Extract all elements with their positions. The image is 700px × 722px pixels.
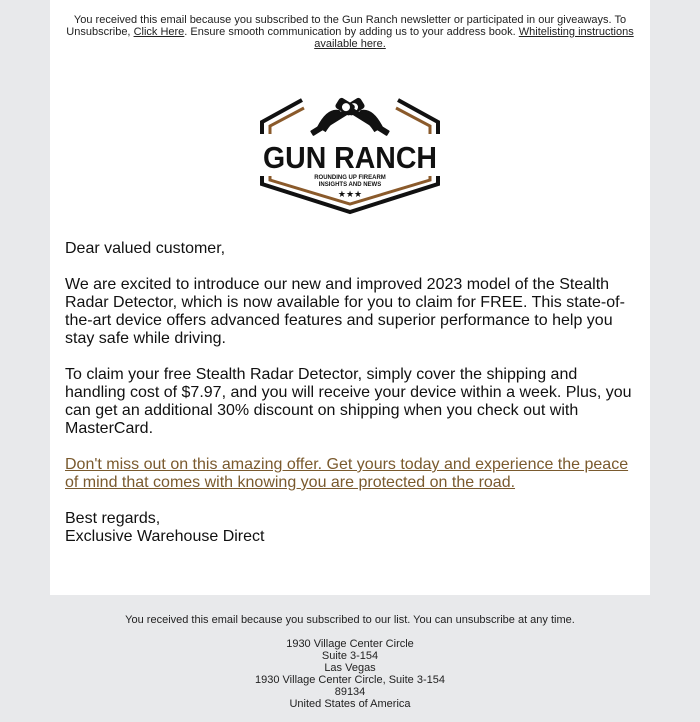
unsubscribe-link[interactable]: Click Here — [133, 26, 185, 38]
footer-address — [50, 638, 650, 710]
address-line: 89134 — [334, 686, 366, 698]
closing: Best regards, — [65, 510, 161, 527]
preheader-text-2: . Ensure smooth communication by adding us to your address book. — [184, 26, 519, 38]
whitelisting-link[interactable]: Whitelisting instructions available here. — [314, 26, 634, 50]
address-line: United States of America — [289, 698, 411, 710]
address-line: 1930 Village Center Circle — [286, 638, 414, 650]
preheader-text-1: You received this email because you subscribed to the Gun Ranch newsletter or participated in our giveaways. To Unsubscribe, — [66, 14, 627, 38]
sender-name: Exclusive Warehouse Direct — [65, 528, 265, 545]
gun-ranch-logo[interactable] — [258, 76, 442, 216]
footer — [50, 614, 650, 710]
preheader — [60, 14, 640, 50]
logo-wordmark: GUN RANCH — [263, 140, 437, 175]
logo-tagline-2: INSIGHTS AND NEWS — [318, 182, 382, 188]
address-line: Suite 3-154 — [321, 650, 379, 662]
footer-notice: You received this email because you subscribed to our list. You can unsubscribe at any time. — [125, 614, 575, 626]
address-line: 1930 Village Center Circle, Suite 3-154 — [255, 674, 445, 686]
paragraph-claim: To claim your free Stealth Radar Detector, simply cover the shipping and handling cost of $7.97, and you will receive your device within a week. Plus, you can get an additional 30% discount on shipping when you check out with MasterCard. — [65, 366, 632, 437]
logo-tagline-1: ROUNDING UP FIREARM — [314, 175, 386, 181]
logo-stars-icon: ★★★ — [337, 190, 363, 200]
offer-cta-link[interactable]: Don't miss out on this amazing offer. Get yours today and experience the peace of mind that comes with knowing you are protected on the road. — [65, 456, 629, 491]
email-body — [65, 240, 635, 546]
greeting: Dear valued customer, — [65, 240, 226, 257]
paragraph-intro: We are excited to introduce our new and improved 2023 model of the Stealth Radar Detector, which is now available for you to claim for FREE. This state-of-the-art device offers advanced features and superior performance to help you stay safe while driving. — [65, 276, 625, 347]
address-line: Las Vegas — [324, 662, 376, 674]
